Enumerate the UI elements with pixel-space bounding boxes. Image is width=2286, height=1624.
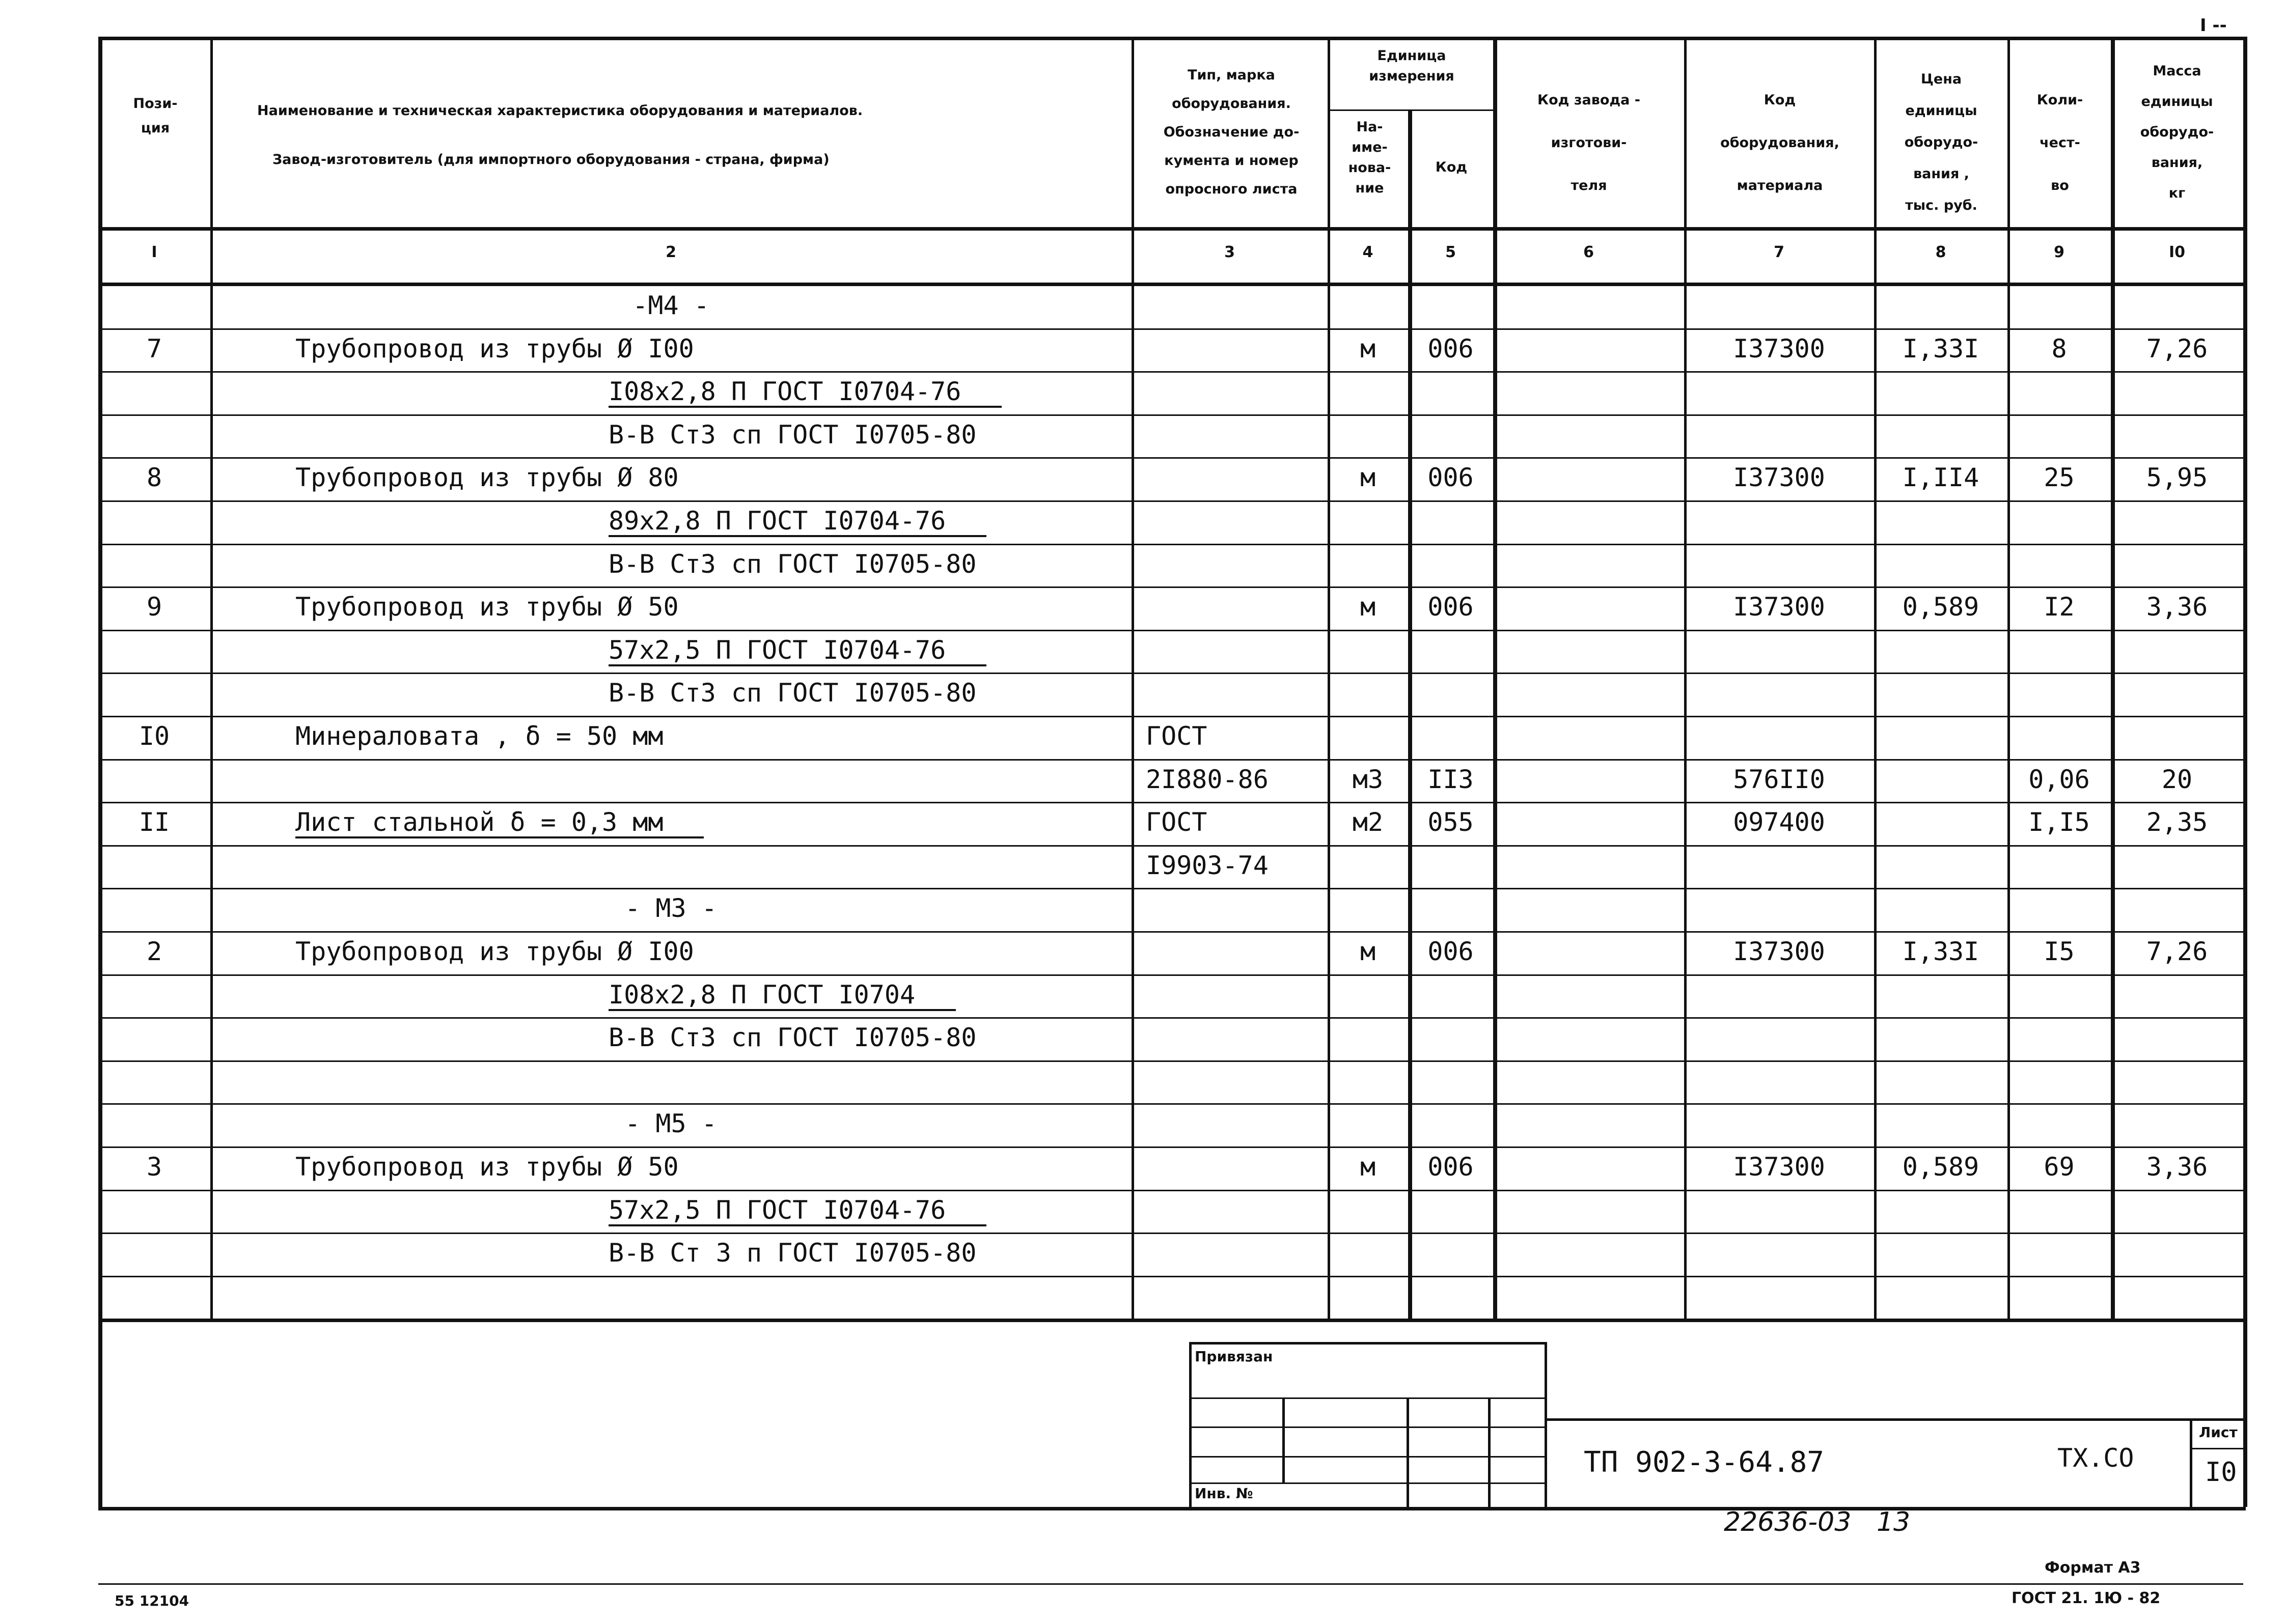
cell-code: 006 (1427, 1152, 1474, 1182)
cell-price: 0,589 (1902, 592, 1979, 622)
grid-vline (2190, 1418, 2192, 1507)
stamp-sheet-label: Лист (2199, 1424, 2238, 1441)
stamp-inv-no: Инв. № (1195, 1485, 1253, 1502)
cell-qty: I5 (2044, 937, 2075, 966)
grid-vline (1545, 1342, 1547, 1507)
cell-name (295, 593, 679, 621)
handwritten-archive-number: 22636-03 13 (1724, 1507, 1911, 1537)
cell-code: 006 (1427, 463, 1474, 492)
cell-name-text: Трубопровод из трубы Ø 80 (295, 463, 679, 492)
header-name: Наименование и техническая характеристика оборудования и материалов. Завод-изготовитель (для импортного оборудования - страна, фирма) (257, 103, 863, 167)
grid-hline (98, 227, 2246, 231)
cell-name-text: 57х2,5 П ГОСТ I0704-76 (609, 636, 986, 666)
cell-name-text: В-В Ст 3 п ГОСТ I0705-80 (609, 1238, 977, 1268)
cell-name-text: I08х2,8 П ГОСТ I0704-76 (609, 377, 1002, 408)
cell-mass: 2,35 (2146, 807, 2208, 837)
grid-hline (98, 888, 2246, 889)
cell-name-text: Трубопровод из трубы Ø I00 (295, 334, 694, 363)
cell-mass: 3,36 (2146, 592, 2208, 622)
cell-name-text: - М3 - (625, 893, 717, 923)
grid-hline (98, 1319, 2246, 1322)
header-unit-name: На- име- нова- ние (1348, 119, 1391, 196)
cell-name (609, 981, 956, 1011)
cell-qty: I2 (2044, 592, 2075, 622)
cell-unit: м2 (1352, 807, 1384, 837)
grid-hline (98, 630, 2246, 631)
grid-hline (98, 544, 2246, 545)
grid-hline (1189, 1482, 1545, 1484)
cell-mat: I37300 (1733, 463, 1825, 492)
grid-hline (98, 1190, 2246, 1191)
cell-price: I,II4 (1902, 463, 1979, 492)
column-number: I (151, 243, 157, 261)
cell-price: I,33I (1902, 937, 1979, 966)
cell-name (609, 679, 976, 707)
grid-hline (1189, 1397, 1545, 1399)
cell-unit: м (1360, 463, 1376, 492)
cell-name (295, 722, 663, 750)
cell-unit: м (1360, 592, 1376, 622)
cell-name-text: Трубопровод из трубы Ø 50 (295, 592, 679, 622)
cell-price: I,33I (1902, 334, 1979, 363)
grid-hline (98, 1017, 2246, 1019)
cell-mat: 576II0 (1733, 765, 1825, 794)
cell-name-text: 89х2,8 П ГОСТ I0704-76 (609, 507, 986, 537)
cell-name-text: I08х2,8 П ГОСТ I0704 (609, 981, 956, 1011)
cell-name (295, 937, 694, 966)
grid-vline (1189, 1342, 1192, 1507)
cell-mass: 5,95 (2146, 463, 2208, 492)
cell-unit: м (1360, 334, 1376, 363)
grid-hline (98, 1583, 2243, 1585)
grid-hline (98, 414, 2246, 416)
stamp-doc-code: ТП 902-3-64.87 (1584, 1446, 1825, 1479)
cell-name-text: В-В Ст3 сп ГОСТ I0705-80 (609, 420, 977, 450)
header-material-code: Код оборудования, материала (1720, 92, 1839, 193)
cell-name (295, 463, 679, 492)
cell-name-text: В-В Ст3 сп ГОСТ I0705-80 (609, 549, 977, 579)
column-number: 7 (1774, 243, 1784, 261)
cell-name (609, 1023, 976, 1052)
cell-name (609, 421, 976, 449)
header-quantity: Коли- чест- во (2036, 92, 2083, 193)
cell-pos: I0 (139, 721, 170, 751)
grid-hline (98, 759, 2246, 761)
grid-hline (98, 457, 2246, 459)
cell-mat: I37300 (1733, 1152, 1825, 1182)
column-number: 4 (1362, 243, 1373, 261)
column-number: 2 (666, 243, 676, 261)
cell-code: 055 (1427, 807, 1474, 837)
column-number: 9 (2054, 243, 2064, 261)
column-number: 6 (1583, 243, 1594, 261)
cell-name (210, 894, 1132, 922)
header-position: Пози- ция (133, 96, 178, 136)
grid-hline (98, 974, 2246, 976)
grid-hline (98, 1233, 2246, 1234)
grid-vline (1488, 1397, 1491, 1507)
cell-mat: 097400 (1733, 807, 1825, 837)
cell-pos: II (139, 807, 170, 837)
header-mass: Масса единицы оборудо- вания, кг (2140, 63, 2214, 201)
cell-name (609, 507, 986, 537)
cell-mass: 20 (2161, 765, 2193, 794)
cell-mass: 7,26 (2146, 937, 2208, 966)
grid-vline (1407, 1397, 1409, 1507)
cell-name-text: -М4 - (632, 291, 709, 320)
header-unit-group: Единица измерения (1369, 48, 1454, 84)
cell-doc: 2I880-86 (1146, 765, 1269, 794)
cell-pos: 3 (146, 1152, 162, 1182)
cell-mass: 3,36 (2146, 1152, 2208, 1182)
grid-hline (98, 931, 2246, 933)
grid-hline (98, 845, 2246, 847)
cell-name-text: 57х2,5 П ГОСТ I0704-76 (609, 1196, 986, 1226)
grid-hline (1189, 1426, 1545, 1428)
stamp-privyazan: Привязан (1195, 1348, 1273, 1365)
grid-hline (98, 283, 2246, 286)
grid-vline (1408, 109, 1412, 1319)
cell-doc: I9903-74 (1146, 851, 1269, 880)
grid-vline (2243, 37, 2247, 1507)
cell-code: 006 (1427, 334, 1474, 363)
cell-name (295, 334, 694, 363)
cell-name-text: Трубопровод из трубы Ø I00 (295, 937, 694, 966)
cell-mat: I37300 (1733, 334, 1825, 363)
grid-hline (98, 328, 2246, 330)
cell-code: 006 (1427, 937, 1474, 966)
footer-standard: ГОСТ 21. 1Ю - 82 (2012, 1589, 2161, 1607)
cell-unit: м (1360, 937, 1376, 966)
grid-hline (98, 1507, 2246, 1510)
cell-name (210, 1109, 1132, 1138)
header-type: Тип, марка оборудования. Обозначение до- кумента и номер опросного листа (1163, 67, 1300, 197)
cell-name-text: Трубопровод из трубы Ø 50 (295, 1152, 679, 1182)
grid-hline (1189, 1342, 1545, 1345)
cell-pos: 9 (146, 592, 162, 622)
grid-hline (98, 586, 2246, 588)
cell-pos: 7 (146, 334, 162, 363)
grid-hline (98, 1146, 2246, 1148)
cell-unit: м3 (1352, 765, 1384, 794)
header-price: Цена единицы оборудо- вания , тыс. руб. (1904, 71, 1978, 213)
column-number: 3 (1224, 243, 1235, 261)
grid-hline (98, 673, 2246, 674)
cell-name (609, 377, 1002, 408)
cell-name (295, 1153, 679, 1181)
grid-hline (98, 1103, 2246, 1105)
cell-name (210, 291, 1132, 320)
column-number: 5 (1445, 243, 1456, 261)
cell-pos: 8 (146, 463, 162, 492)
stamp-sheet-number: I0 (2205, 1457, 2237, 1488)
grid-hline (98, 371, 2246, 373)
cell-name-text: Лист стальной δ = 0,3 мм (295, 808, 704, 838)
grid-hline (98, 1060, 2246, 1062)
grid-hline (1328, 109, 1496, 111)
header-plant-code: Код завода - изготови- теля (1537, 92, 1640, 193)
grid-hline (98, 1276, 2246, 1277)
cell-name-text: В-В Ст3 сп ГОСТ I0705-80 (609, 1023, 977, 1052)
grid-hline (98, 716, 2246, 717)
header-unit-code: Код (1435, 159, 1468, 175)
cell-mat: I37300 (1733, 592, 1825, 622)
cell-name-text: - М5 - (625, 1109, 717, 1138)
cell-name (609, 636, 986, 666)
grid-vline (1282, 1397, 1285, 1482)
footer-format: Формат А3 (2045, 1559, 2141, 1577)
cell-name-text: Минераловата , δ = 50 мм (295, 721, 664, 751)
cell-mat: I37300 (1733, 937, 1825, 966)
cell-name (295, 808, 704, 838)
cell-name-text: В-В Ст3 сп ГОСТ I0705-80 (609, 678, 977, 708)
cell-price: 0,589 (1902, 1152, 1979, 1182)
cell-qty: 8 (2051, 334, 2067, 363)
cell-doc: ГОСТ (1146, 807, 1207, 837)
cell-qty: 69 (2044, 1152, 2075, 1182)
cell-pos: 2 (146, 937, 162, 966)
grid-hline (1545, 1418, 2246, 1421)
cell-code: 006 (1427, 592, 1474, 622)
cell-name (609, 1239, 976, 1267)
grid-hline (98, 802, 2246, 803)
stamp-section: ТХ.СО (2057, 1443, 2134, 1473)
cell-name (609, 550, 976, 578)
cell-mass: 7,26 (2146, 334, 2208, 363)
cell-unit: м (1360, 1152, 1376, 1182)
column-number: 8 (1935, 243, 1946, 261)
cell-code: II3 (1427, 765, 1474, 794)
grid-hline (98, 500, 2246, 502)
column-number: I0 (2168, 243, 2186, 261)
cell-name (609, 1196, 986, 1226)
cell-qty: 25 (2044, 463, 2075, 492)
grid-hline (1189, 1456, 1545, 1458)
grid-hline (98, 37, 2246, 40)
cell-doc: ГОСТ (1146, 721, 1207, 751)
cell-qty: 0,06 (2028, 765, 2090, 794)
corner-mark: I -- (2200, 15, 2227, 36)
footer-print-code: 55 12104 (115, 1592, 189, 1609)
grid-hline (2190, 1448, 2246, 1449)
cell-qty: I,I5 (2028, 807, 2090, 837)
